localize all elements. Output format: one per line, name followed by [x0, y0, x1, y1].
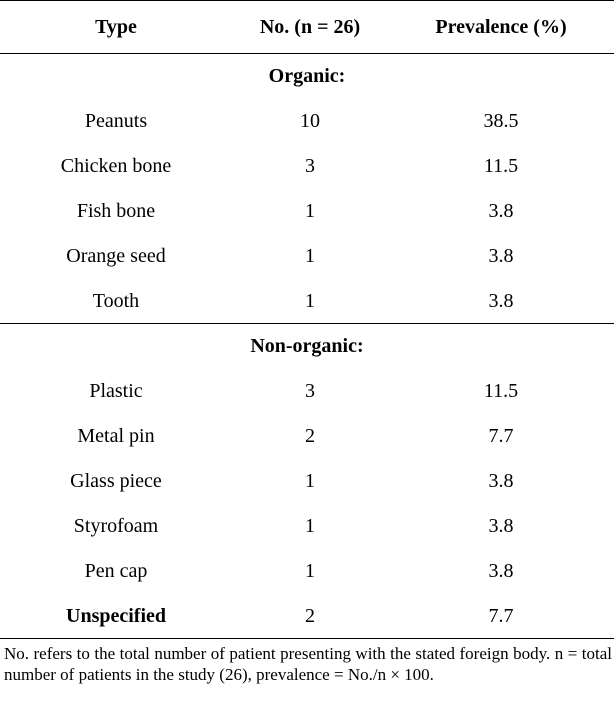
section-title: Non-organic: — [250, 335, 364, 357]
count-cell: 1 — [305, 514, 315, 537]
count-cell: 1 — [305, 244, 315, 267]
count-cell: 10 — [300, 109, 320, 132]
count-cell: 3 — [305, 379, 315, 402]
prevalence-cell: 3.8 — [488, 244, 514, 267]
table-row-unspecified — [0, 593, 614, 639]
type-cell: Styrofoam — [73, 514, 159, 537]
table-footnote: No. refers to the total number of patient presenting with the stated foreign body. n = total number of patients in the study (26), prevalence = No./n × 100. — [4, 644, 612, 684]
type-cell: Tooth — [0, 278, 232, 324]
count-cell: 1 — [232, 278, 388, 324]
table-row — [0, 458, 614, 503]
prevalence-cell: 11.5 — [483, 379, 519, 402]
type-cell: Pen cap — [84, 559, 148, 582]
table-row — [0, 548, 614, 593]
table-row — [0, 368, 614, 413]
section-title: Organic: — [268, 65, 346, 87]
type-cell: Glass piece — [70, 469, 162, 492]
header-prevalence: Prevalence (%) — [388, 1, 614, 54]
section-heading-non-organic — [0, 324, 614, 369]
count-cell: 2 — [305, 424, 315, 447]
prevalence-cell: 3.8 — [488, 559, 514, 582]
prevalence-cell: 3.8 — [388, 278, 614, 324]
count-cell: 1 — [305, 469, 315, 492]
type-cell: Plastic — [89, 379, 143, 402]
table-row — [0, 233, 614, 278]
count-cell: 1 — [305, 559, 315, 582]
header-row — [0, 1, 614, 54]
type-cell: Fish bone — [76, 199, 156, 222]
table-row — [0, 188, 614, 233]
count-cell: 2 — [232, 593, 388, 639]
table-row — [0, 503, 614, 548]
prevalence-cell: 38.5 — [483, 109, 519, 132]
type-cell: Unspecified — [0, 593, 232, 639]
count-cell: 3 — [305, 154, 315, 177]
prevalence-cell: 3.8 — [488, 469, 514, 492]
table-row — [0, 278, 614, 324]
prevalence-cell: 3.8 — [488, 199, 514, 222]
prevalence-cell: 7.7 — [388, 593, 614, 639]
type-cell: Peanuts — [84, 109, 148, 132]
header-count: No. (n = 26) — [232, 1, 388, 54]
table-row — [0, 143, 614, 188]
prevalence-cell: 3.8 — [488, 514, 514, 537]
type-cell: Orange seed — [66, 244, 166, 267]
prevalence-cell: 11.5 — [483, 154, 519, 177]
section-heading-organic — [0, 54, 614, 99]
table-row — [0, 98, 614, 143]
type-cell: Metal pin — [77, 424, 155, 447]
table-row — [0, 413, 614, 458]
count-cell: 1 — [305, 199, 315, 222]
type-cell: Chicken bone — [60, 154, 172, 177]
header-type: Type — [0, 1, 232, 54]
prevalence-cell: 7.7 — [488, 424, 514, 447]
